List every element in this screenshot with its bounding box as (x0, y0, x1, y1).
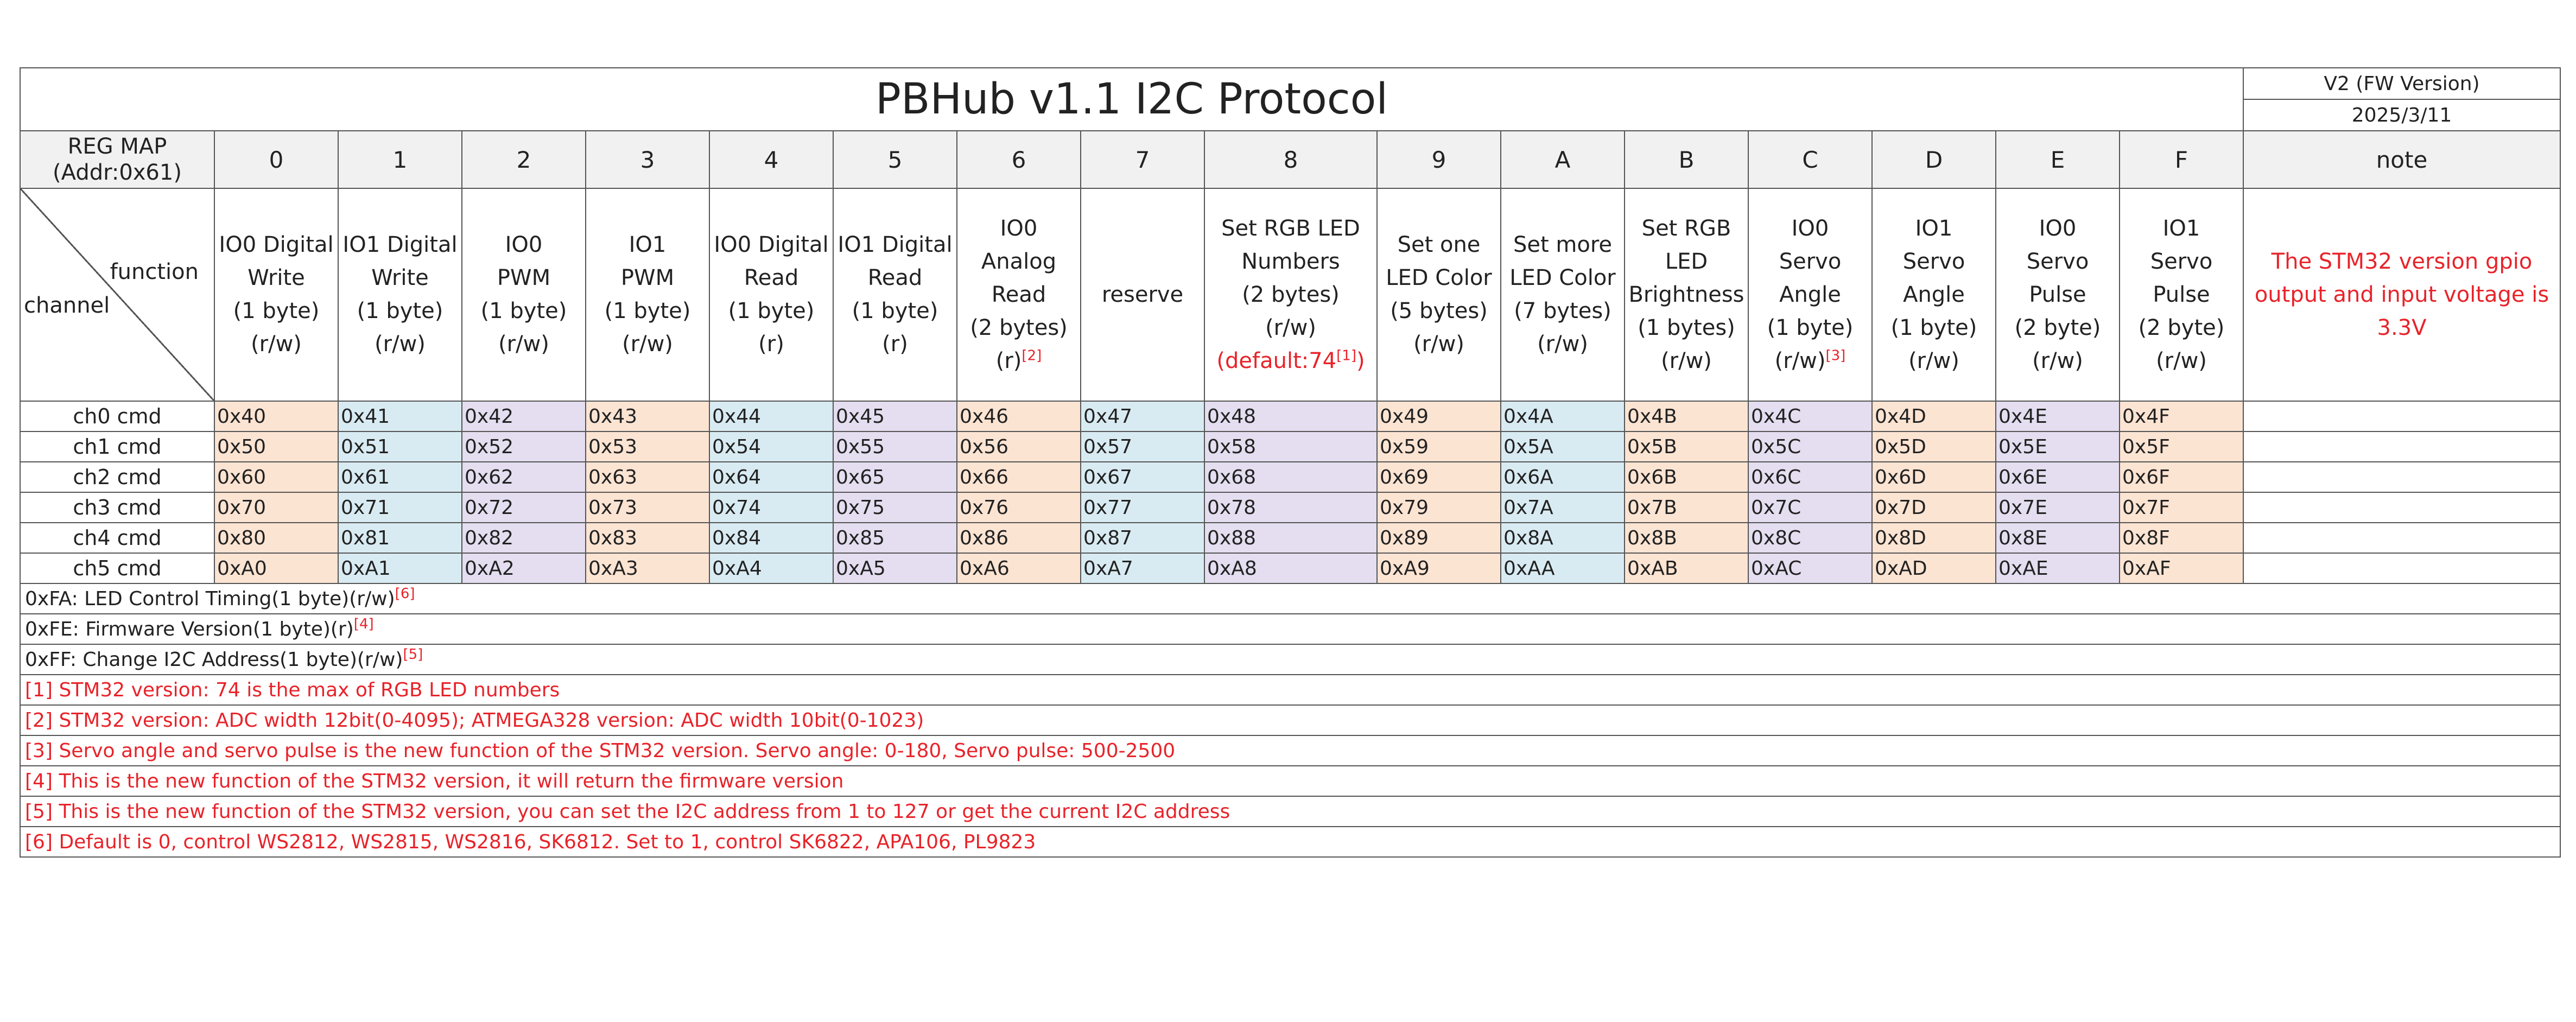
channel-label: ch4 cmd (20, 523, 214, 553)
register-address: 0x54 (709, 431, 833, 462)
function-line: Set RGB LED (1221, 215, 1360, 241)
register-address: 0x7C (1748, 492, 1872, 523)
note-cell: The STM32 version gpio output and input voltage is 3.3V (2243, 188, 2560, 401)
register-address: 0x4F (2120, 401, 2243, 431)
register-address: 0xAB (1625, 553, 1748, 583)
column-header: C (1748, 131, 1872, 188)
function-line: (1 byte) (233, 299, 320, 323)
corner-channel-label: channel (24, 293, 110, 318)
function-line: Analog (981, 249, 1057, 274)
register-address: 0xAD (1872, 553, 1996, 583)
register-address: 0x7B (1625, 492, 1748, 523)
reg-map-label: REG MAP (67, 134, 167, 159)
register-address: 0x52 (462, 431, 586, 462)
function-cell (2120, 188, 2243, 401)
extra-register (20, 583, 2560, 614)
footnote: [2] STM32 version: ADC width 12bit(0-4095); ATMEGA328 version: ADC width 10bit(0-1023) (20, 705, 2560, 735)
column-header: 8 (1204, 131, 1377, 188)
register-address: 0x6B (1625, 462, 1748, 492)
table-row (20, 614, 2560, 644)
function-line: IO1 (2162, 215, 2200, 241)
register-address: 0x6D (1872, 462, 1996, 492)
protocol-table (20, 67, 2561, 858)
note-header: note (2243, 131, 2560, 188)
table-row (20, 462, 2560, 492)
function-line: (1 byte) (1767, 315, 1854, 340)
register-address: 0x6F (2120, 462, 2243, 492)
register-address: 0xAF (2120, 553, 2243, 583)
function-line: Servo (2026, 249, 2089, 274)
footnote: [4] This is the new function of the STM32 version, it will return the firmware version (20, 766, 2560, 796)
note-empty-cell (2243, 462, 2560, 492)
table-row (20, 523, 2560, 553)
column-header: A (1501, 131, 1625, 188)
function-line: IO1 Digital (837, 232, 953, 257)
function-line: IO0 (1000, 215, 1038, 241)
register-address: 0x70 (214, 492, 338, 523)
function-line: Read (991, 282, 1046, 307)
register-address: 0x67 (1081, 462, 1204, 492)
register-address: 0x53 (586, 431, 709, 462)
register-address: 0x69 (1377, 462, 1501, 492)
footnote: [6] Default is 0, control WS2812, WS2815, WS2816, SK6812. Set to 1, control SK6822, APA106, PL9823 (20, 827, 2560, 857)
column-header: 7 (1081, 131, 1204, 188)
function-line: (r/w) (1908, 348, 1959, 373)
function-cell (1996, 188, 2120, 401)
column-header: B (1625, 131, 1748, 188)
register-address: 0x8C (1748, 523, 1872, 553)
register-address: 0xA4 (709, 553, 833, 583)
corner-function-label: function (110, 259, 199, 284)
channel-label: ch2 cmd (20, 462, 214, 492)
table-row (20, 431, 2560, 462)
register-address: 0x55 (833, 431, 957, 462)
function-line: (r/w) (2156, 348, 2207, 373)
footnote-ref: [3] (1825, 347, 1846, 364)
function-line: Set more (1513, 232, 1612, 257)
register-address: 0x4E (1996, 401, 2120, 431)
table-row (20, 492, 2560, 523)
register-address: 0x89 (1377, 523, 1501, 553)
table-row (20, 796, 2560, 827)
function-line: (5 bytes) (1390, 299, 1488, 323)
register-address: 0x51 (338, 431, 462, 462)
function-line: (r/w) (622, 332, 673, 357)
register-address: 0x6A (1501, 462, 1625, 492)
footnote-ref: [4] (353, 615, 374, 632)
function-cell (1872, 188, 1996, 401)
register-address: 0x75 (833, 492, 957, 523)
function-line: (r) (995, 348, 1022, 373)
channel-label: ch1 cmd (20, 431, 214, 462)
column-header: 6 (957, 131, 1081, 188)
register-address: 0xA8 (1204, 553, 1377, 583)
function-line: (r) (882, 332, 908, 357)
footnote-ref: [5] (403, 646, 423, 663)
register-address: 0x84 (709, 523, 833, 553)
function-line: (1 byte) (728, 299, 815, 323)
register-address: 0x45 (833, 401, 957, 431)
register-address: 0x60 (214, 462, 338, 492)
register-address: 0x5F (2120, 431, 2243, 462)
function-line: Write (371, 265, 429, 290)
register-address: 0x7D (1872, 492, 1996, 523)
column-header: 9 (1377, 131, 1501, 188)
register-address: 0x74 (709, 492, 833, 523)
function-cell (1081, 188, 1204, 401)
extra-register (20, 614, 2560, 644)
register-address: 0x5B (1625, 431, 1748, 462)
register-address: 0x6E (1996, 462, 2120, 492)
function-line: LED Color (1509, 265, 1616, 290)
register-address: 0x40 (214, 401, 338, 431)
register-address: 0xAE (1996, 553, 2120, 583)
register-address: 0x44 (709, 401, 833, 431)
extra-register-text: 0xFE: Firmware Version(1 byte)(r) (25, 618, 354, 640)
table-row (20, 401, 2560, 431)
function-line: (r/w) (1413, 332, 1464, 357)
column-header: D (1872, 131, 1996, 188)
corner-cell (20, 188, 214, 401)
footnote: [3] Servo angle and servo pulse is the new function of the STM32 version. Servo angle: 0-180, Servo pulse: 500-2500 (20, 735, 2560, 766)
register-address: 0x68 (1204, 462, 1377, 492)
register-address: 0x4C (1748, 401, 1872, 431)
column-header: 0 (214, 131, 338, 188)
register-address: 0x7E (1996, 492, 2120, 523)
table-row (20, 583, 2560, 614)
function-line: IO0 (2039, 215, 2077, 241)
function-line: (r/w) (1774, 348, 1826, 373)
register-address: 0x66 (957, 462, 1081, 492)
function-line: Numbers (1241, 249, 1340, 274)
table-title: PBHub v1.1 I2C Protocol (20, 68, 2243, 131)
channel-label: ch0 cmd (20, 401, 214, 431)
column-header: F (2120, 131, 2243, 188)
function-line: Set one (1397, 232, 1481, 257)
table-row (20, 705, 2560, 735)
function-line: Write (248, 265, 305, 290)
reg-map-header (20, 131, 214, 188)
register-address: 0x85 (833, 523, 957, 553)
function-line: (2 bytes) (1242, 282, 1340, 307)
extra-register-text: 0xFF: Change I2C Address(1 byte)(r/w) (25, 648, 403, 671)
register-address: 0x56 (957, 431, 1081, 462)
default-value-close: ) (1356, 348, 1365, 373)
register-address: 0x58 (1204, 431, 1377, 462)
function-cell (1377, 188, 1501, 401)
note-empty-cell (2243, 553, 2560, 583)
footnote-ref: [6] (395, 585, 415, 602)
register-address: 0x80 (214, 523, 338, 553)
footnote-ref: [1] (1336, 347, 1356, 364)
note-empty-cell (2243, 431, 2560, 462)
register-address: 0xA5 (833, 553, 957, 583)
firmware-version-label: V2 (FW Version) (2243, 68, 2560, 99)
function-cell (462, 188, 586, 401)
table-row (20, 675, 2560, 705)
register-address: 0xA3 (586, 553, 709, 583)
function-line: Angle (1779, 282, 1841, 307)
channel-label: ch5 cmd (20, 553, 214, 583)
column-header: 5 (833, 131, 957, 188)
function-line: (r/w) (498, 332, 549, 357)
function-line: IO0 Digital (219, 232, 334, 257)
function-line: Brightness (1628, 282, 1744, 307)
register-address: 0x6C (1748, 462, 1872, 492)
register-address: 0x8F (2120, 523, 2243, 553)
register-address: 0x83 (586, 523, 709, 553)
column-header: E (1996, 131, 2120, 188)
function-line: IO0 Digital (714, 232, 829, 257)
function-line: (r/w) (1661, 348, 1712, 373)
function-line: (1 byte) (480, 299, 567, 323)
function-cell (586, 188, 709, 401)
register-address: 0x7F (2120, 492, 2243, 523)
function-line: Servo (1779, 249, 1842, 274)
register-address: 0xA9 (1377, 553, 1501, 583)
function-line: (1 bytes) (1638, 315, 1735, 340)
function-line: Angle (1903, 282, 1965, 307)
register-address: 0x76 (957, 492, 1081, 523)
register-address: 0x8D (1872, 523, 1996, 553)
register-address: 0x48 (1204, 401, 1377, 431)
table-row (20, 644, 2560, 675)
function-cell (1625, 188, 1748, 401)
register-address: 0x49 (1377, 401, 1501, 431)
register-address: 0x79 (1377, 492, 1501, 523)
extra-register-text: 0xFA: LED Control Timing(1 byte)(r/w) (25, 587, 395, 610)
function-line: (1 byte) (357, 299, 443, 323)
register-address: 0x8A (1501, 523, 1625, 553)
register-address: 0xA0 (214, 553, 338, 583)
function-line: IO0 (505, 232, 543, 257)
footnote: [1] STM32 version: 74 is the max of RGB LED numbers (20, 675, 2560, 705)
register-address: 0x59 (1377, 431, 1501, 462)
function-line: Pulse (2153, 282, 2210, 307)
register-address: 0x50 (214, 431, 338, 462)
footnote: [5] This is the new function of the STM32 version, you can set the I2C address from 1 to 127 or get the current I2C address (20, 796, 2560, 827)
column-header: 2 (462, 131, 586, 188)
register-address: 0x87 (1081, 523, 1204, 553)
function-line: Pulse (2029, 282, 2086, 307)
table-row (20, 553, 2560, 583)
register-address: 0x5C (1748, 431, 1872, 462)
function-line: Read (867, 265, 923, 290)
function-line: (2 byte) (2014, 315, 2101, 340)
register-address: 0x86 (957, 523, 1081, 553)
note-empty-cell (2243, 523, 2560, 553)
function-line: IO1 (1915, 215, 1953, 241)
function-line: (2 bytes) (970, 315, 1068, 340)
register-address: 0x73 (586, 492, 709, 523)
register-address: 0x47 (1081, 401, 1204, 431)
register-address: 0x88 (1204, 523, 1377, 553)
register-address: 0x4B (1625, 401, 1748, 431)
function-line: (1 byte) (852, 299, 938, 323)
register-address: 0x8E (1996, 523, 2120, 553)
function-line: reserve (1101, 282, 1184, 307)
function-cell (1748, 188, 1872, 401)
function-cell (338, 188, 462, 401)
register-address: 0x65 (833, 462, 957, 492)
note-empty-cell (2243, 401, 2560, 431)
function-cell (1204, 188, 1377, 401)
release-date: 2025/3/11 (2243, 99, 2560, 131)
function-line: IO1 Digital (342, 232, 458, 257)
register-address: 0xA2 (462, 553, 586, 583)
register-address: 0x64 (709, 462, 833, 492)
function-cell (214, 188, 338, 401)
function-line: Servo (1902, 249, 1965, 274)
column-header: 1 (338, 131, 462, 188)
register-address: 0xAA (1501, 553, 1625, 583)
function-line: LED (1665, 249, 1708, 274)
function-line: (r) (758, 332, 784, 357)
column-header: 4 (709, 131, 833, 188)
register-address: 0x72 (462, 492, 586, 523)
function-line: (r/w) (251, 332, 302, 357)
function-line: (1 byte) (604, 299, 691, 323)
function-line: Read (744, 265, 799, 290)
register-address: 0x71 (338, 492, 462, 523)
register-address: 0x63 (586, 462, 709, 492)
function-line: IO0 (1791, 215, 1829, 241)
register-address: 0xA6 (957, 553, 1081, 583)
note-empty-cell (2243, 492, 2560, 523)
function-line: Set RGB (1641, 215, 1731, 241)
function-line: Servo (2150, 249, 2213, 274)
register-address: 0x42 (462, 401, 586, 431)
register-address: 0x43 (586, 401, 709, 431)
register-address: 0x8B (1625, 523, 1748, 553)
default-value: (default:74 (1216, 348, 1337, 373)
register-address: 0x4D (1872, 401, 1996, 431)
register-address: 0x5E (1996, 431, 2120, 462)
function-line: (r/w) (1537, 332, 1588, 357)
function-line: (r/w) (1265, 315, 1316, 340)
function-line: (r/w) (375, 332, 426, 357)
reg-map-address: (Addr:0x61) (53, 160, 182, 185)
function-cell (1501, 188, 1625, 401)
register-address: 0x78 (1204, 492, 1377, 523)
register-address: 0xAC (1748, 553, 1872, 583)
register-address: 0x4A (1501, 401, 1625, 431)
register-address: 0x46 (957, 401, 1081, 431)
register-address: 0x62 (462, 462, 586, 492)
register-address: 0x7A (1501, 492, 1625, 523)
function-line: (r/w) (2032, 348, 2083, 373)
footnote-ref: [2] (1021, 347, 1042, 364)
register-address: 0x77 (1081, 492, 1204, 523)
function-line: (7 bytes) (1514, 299, 1611, 323)
extra-register (20, 644, 2560, 675)
function-line: (1 byte) (1890, 315, 1977, 340)
register-address: 0x5D (1872, 431, 1996, 462)
channel-label: ch3 cmd (20, 492, 214, 523)
function-line: PWM (620, 265, 675, 290)
table-row (20, 766, 2560, 796)
register-address: 0x5A (1501, 431, 1625, 462)
register-address: 0xA7 (1081, 553, 1204, 583)
column-header: 3 (586, 131, 709, 188)
function-cell (709, 188, 833, 401)
register-address: 0x82 (462, 523, 586, 553)
register-address: 0x41 (338, 401, 462, 431)
function-line: LED Color (1386, 265, 1492, 290)
table-row (20, 735, 2560, 766)
register-address: 0x61 (338, 462, 462, 492)
table-row (20, 827, 2560, 857)
function-cell (957, 188, 1081, 401)
register-address: 0x57 (1081, 431, 1204, 462)
register-address: 0x81 (338, 523, 462, 553)
function-line: (2 byte) (2138, 315, 2225, 340)
function-line: PWM (497, 265, 551, 290)
register-address: 0xA1 (338, 553, 462, 583)
function-line: IO1 (629, 232, 667, 257)
function-cell (833, 188, 957, 401)
